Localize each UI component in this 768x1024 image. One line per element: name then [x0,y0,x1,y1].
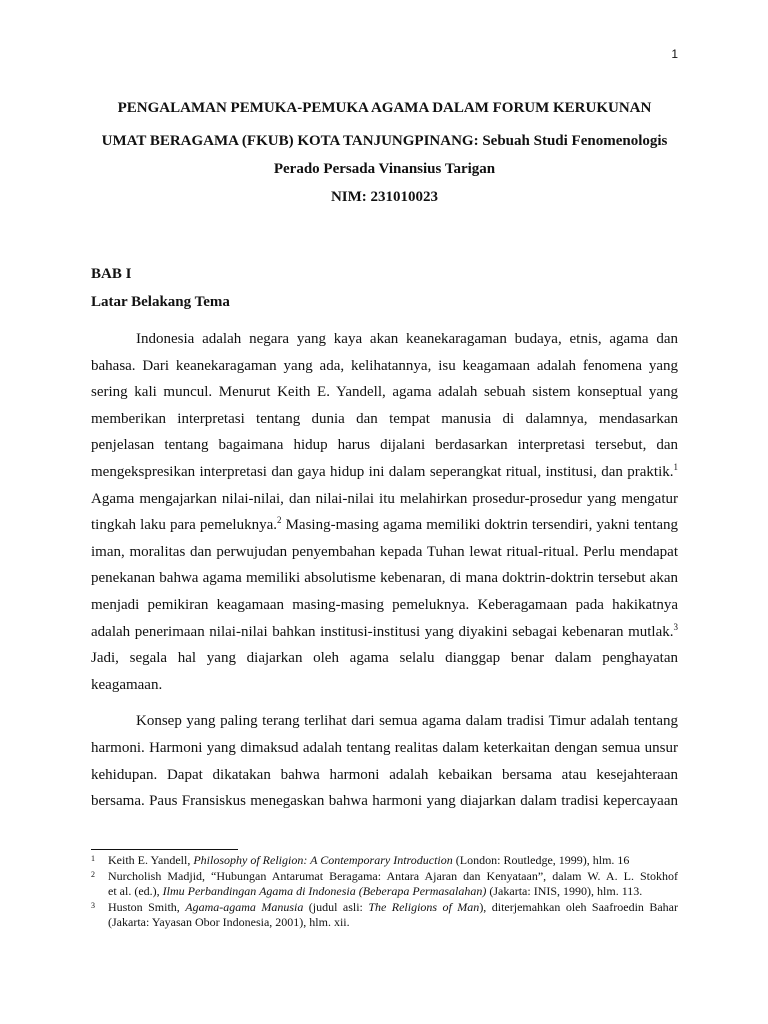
footnote-title-italic: Ilmu Perbandingan Agama di Indonesia (Beberapa Permasalahan) [162,884,487,899]
text-line: memberikan interpretasi tentang dunia dan tempat manusia di dalamnya, mendasarkan [91,410,678,427]
footnote-ref-2: 2 [276,515,282,526]
title-line-2: UMAT BERAGAMA (FKUB) KOTA TANJUNGPINANG: Sebuah Studi Fenomenologis [101,133,668,149]
author-nim: NIM: 231010023 [330,189,439,205]
footnote-text-part: Huston Smith, [108,899,186,914]
footnote-text [108,900,678,916]
footnote-text-part: (Jakarta: INIS, 1990), hlm. 113. [486,884,643,899]
text-line-with-footnote [91,459,678,486]
footnote-separator [91,849,238,850]
footnote-3 [91,900,678,931]
text-line-content: mengekspresikan interpretasi dan gaya hidup ini dalam seperangkat ritual, institusi, dan praktik. [91,463,674,480]
footnote-text-part: et al. (ed.), [108,884,163,899]
footnote-number: 3 [91,900,95,910]
text-line: penjelasan tentang bagaimana hidup harus dijalani berdasarkan interpretasi tersebut, dan [91,437,678,454]
text-line: Konsep yang paling terang terlihat dari semua agama dalam tradisi Timur adalah tentang [136,713,678,730]
text-line-content: tingkah laku para pemeluknya. [91,517,277,534]
chapter-title: Latar Belakang Tema [91,294,230,310]
author-block [91,155,678,211]
footnote-ref-3: 3 [673,621,678,632]
text-line: bersama. Paus Fransiskus menegaskan bahwa harmoni yang diajarkan dalam tradisi kepercayaan [91,793,678,810]
footnote-title-italic: Agama-agama Manusia [185,899,304,914]
text-line: harmoni. Harmoni yang dimaksud adalah tentang realitas dalam keterkaitan dengan semua unsur [91,739,678,756]
document-title [91,92,678,158]
text-line: Jadi, segala hal yang diajarkan oleh agama selalu dianggap benar dalam penghayatan [91,650,678,667]
footnote-text-part: ), diterjemahkan oleh Saafroedin Bahar [479,899,678,914]
title-line-1: PENGALAMAN PEMUKA-PEMUKA AGAMA DALAM FORUM KERUKUNAN [117,100,652,116]
text-line: keagamaan. [91,676,163,693]
paragraph-2 [91,708,678,814]
chapter-heading-block [91,260,230,316]
text-line: bahasa. Dari keanekaragaman yang ada, kelihatannya, isu keagamaan adalah fenomena yang [91,357,678,374]
text-line: Agama mengajarkan nilai-nilai, dan nilai-nilai itu melahirkan prosedur-prosedur yang mengatur [91,490,678,507]
paragraph-1 [91,326,678,698]
page-number: 1 [671,47,678,61]
footnote-title-italic: Philosophy of Religion: A Contemporary Introduction [193,853,453,867]
footnote-text-part: (judul asli: [303,899,369,914]
text-line-tail: Masing-masing agama memiliki doktrin tersendiri, yakni tentang [281,517,678,534]
chapter-number: BAB I [91,266,132,282]
footnote-text [108,853,678,869]
footnote-text: Nurcholish Madjid, “Hubungan Antarumat Beragama: Antara Ajaran dan Kenyataan”, dalam W. A. L. Stokhof [108,868,678,883]
text-line: Indonesia adalah negara yang kaya akan keanekaragaman budaya, etnis, agama dan [136,331,678,347]
body-text [91,326,678,815]
footnote-2 [91,869,678,900]
footnote-text [108,884,678,900]
text-line-with-footnote [91,619,678,646]
text-line: iman, moralitas dan perwujudan penyembahan kepada Tuhan lewat ritual-ritual. Perlu mendapat [91,543,678,560]
text-line-content: adalah penerimaan nilai-nilai bahkan institusi-institusi yang diyakini sebagai kebenaran mutlak. [91,623,674,640]
text-line: kehidupan. Dapat dikatakan bahwa harmoni adalah kebaikan bersama atau kesejahteraan [91,766,678,783]
footnote-text-part: (London: Routledge, 1999), hlm. 16 [452,853,630,867]
text-line: menjadi pemikiran keagamaan masing-masing pemeluknya. Keberagamaan pada hakikatnya [91,596,678,613]
text-line: sering kali muncul. Menurut Keith E. Yandell, agama adalah sebuah sistem konseptual yang [91,384,678,401]
footnote-number: 2 [91,869,95,879]
author-name: Perado Persada Vinansius Tarigan [273,161,496,177]
footnote-number: 1 [91,854,95,863]
footnote-text: (Jakarta: Yayasan Obor Indonesia, 2001), hlm. xii. [108,915,350,930]
text-line: penekanan bahwa agama memiliki absolutisme kebenaran, di mana doktrin-doktrin tersebut akan [91,570,678,587]
footnote-text-part: Keith E. Yandell, [108,853,194,867]
footnote-ref-1: 1 [673,461,678,472]
text-line-with-footnote [91,512,678,539]
footnote-title-italic: The Religions of Man [368,899,480,914]
footnote-1 [91,853,678,869]
footnotes [91,853,678,931]
